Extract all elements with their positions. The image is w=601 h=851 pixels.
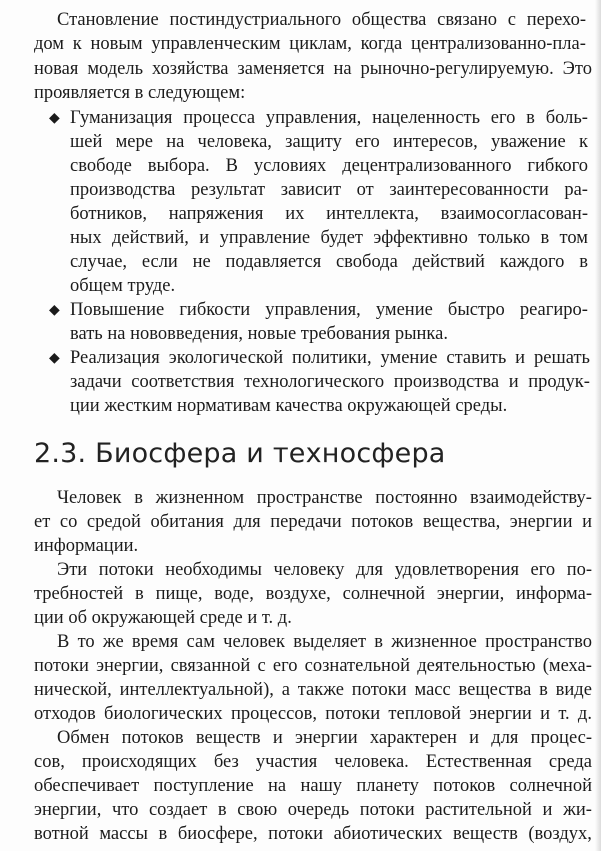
word: к — [578, 132, 588, 152]
word: централизованно-пла- — [410, 34, 586, 54]
word: передачи — [270, 512, 342, 532]
word: требностей — [34, 584, 124, 604]
word: производства — [393, 372, 500, 392]
word: и — [542, 800, 553, 820]
word: том — [559, 228, 588, 248]
word: экологической — [168, 348, 284, 368]
word: гибкого — [527, 156, 588, 176]
word: быстро — [447, 300, 505, 320]
word: постоянно — [375, 488, 458, 508]
word: в — [217, 800, 227, 820]
word: среда — [548, 752, 592, 772]
word: управление — [219, 228, 311, 248]
word: интеллекта, — [326, 204, 419, 224]
text-line: общем труде. — [70, 276, 176, 296]
word: энергии — [509, 512, 573, 532]
word: его — [490, 108, 516, 128]
word: сознательной — [304, 656, 411, 676]
word: нической, — [34, 680, 112, 700]
word: не — [192, 252, 211, 272]
word: заинтересованности — [389, 180, 549, 200]
word: результат — [190, 180, 266, 200]
word: энергии, — [96, 656, 164, 676]
diamond-bullet-icon: ◆ — [49, 350, 60, 366]
word: свою — [237, 800, 278, 820]
word: жизненное — [391, 632, 477, 652]
page-edge-shadow — [595, 0, 601, 851]
word: боль- — [545, 108, 588, 128]
word: и — [272, 728, 283, 748]
word: управления, — [265, 300, 361, 320]
text-line — [70, 346, 590, 370]
word: политики, — [292, 348, 372, 368]
word: Повышение — [70, 300, 165, 320]
word: свободе — [70, 156, 132, 176]
text-line — [57, 558, 592, 582]
text-line — [34, 510, 592, 534]
text-line — [34, 822, 592, 846]
word: человека, — [197, 132, 272, 152]
word: происходящих — [81, 752, 197, 772]
word: условиях — [253, 156, 327, 176]
word: жи- — [563, 800, 592, 820]
word: вещества — [458, 680, 532, 700]
text-line: ции об окружающей среде и т. д. — [34, 608, 292, 628]
word: действий — [412, 252, 485, 272]
word: и — [469, 728, 480, 748]
word: т. — [558, 704, 570, 724]
text-line: вать на нововведения, новые требования рынка. — [70, 324, 448, 344]
word: в — [526, 108, 535, 128]
word: ра- — [564, 180, 588, 200]
text-line — [70, 130, 588, 154]
word: зависит — [280, 180, 342, 200]
word: шей — [70, 132, 103, 152]
text-line: информации. — [34, 536, 139, 556]
word: участия — [255, 752, 318, 772]
word: энергии — [294, 728, 358, 748]
text-line — [34, 678, 592, 702]
word: для — [233, 512, 261, 532]
text-line — [57, 630, 592, 654]
word: реагиро- — [519, 300, 588, 320]
word: его — [355, 132, 380, 152]
word: пространство — [485, 632, 592, 652]
word: нацеленность — [372, 108, 481, 128]
word: веществ — [453, 824, 518, 844]
word: общества — [351, 10, 427, 30]
word: только — [478, 228, 531, 248]
text-line: ции жестким нормативам качества окружающей среды. — [70, 396, 508, 416]
word: потоков — [121, 728, 184, 748]
word: связано — [437, 10, 498, 30]
word: потоки — [351, 680, 407, 700]
word: в — [539, 680, 548, 700]
word: без — [213, 752, 239, 772]
word: гибкости — [179, 300, 251, 320]
word: энергии, — [436, 584, 505, 604]
word: д. — [577, 704, 592, 724]
word: случае, — [70, 252, 128, 272]
word: взаимодейству- — [470, 488, 592, 508]
word: массы — [99, 824, 148, 844]
word: умение — [380, 348, 438, 368]
word: нашу — [300, 776, 343, 796]
word: человек — [223, 632, 285, 652]
word: на — [333, 59, 352, 79]
text-line — [34, 750, 592, 774]
word: для — [491, 728, 519, 748]
word: взаимосогласован- — [440, 204, 588, 224]
word: информа- — [516, 584, 592, 604]
word: новая — [34, 59, 79, 79]
word: также — [297, 680, 344, 700]
word: В — [225, 156, 238, 176]
word: заменяется — [237, 59, 325, 79]
word: в — [374, 632, 384, 652]
text-line — [34, 582, 592, 606]
word: его — [272, 656, 298, 676]
word: интересов, — [392, 132, 478, 152]
text-line — [34, 654, 592, 678]
word: обитания — [150, 512, 224, 532]
word: биосфере, — [177, 824, 258, 844]
word: на — [268, 776, 287, 796]
word: создает — [148, 800, 208, 820]
word: абиотических — [333, 824, 443, 844]
word: с — [257, 656, 266, 676]
word: то — [77, 632, 95, 652]
word: воздухе, — [265, 584, 331, 604]
word: и — [540, 704, 551, 724]
word: на — [166, 132, 185, 152]
text-line — [70, 298, 588, 322]
word: Человек — [57, 488, 122, 508]
text-line — [34, 57, 592, 81]
word: вотной — [34, 824, 89, 844]
text-line — [70, 178, 588, 202]
word: поступление — [153, 776, 254, 796]
word: защиту — [285, 132, 342, 152]
word: уважение — [491, 132, 566, 152]
word: действий, — [111, 228, 189, 248]
word: средой — [86, 512, 141, 532]
word: циклам, — [289, 34, 352, 54]
word: биологических — [104, 704, 223, 724]
word: их — [285, 204, 305, 224]
word: пространстве — [256, 488, 363, 508]
word: решать — [534, 348, 590, 368]
word: каждого — [499, 252, 565, 272]
word: пище, — [155, 584, 203, 604]
word: его — [530, 560, 556, 580]
word: тепловой — [388, 704, 461, 724]
word: обеспечивает — [34, 776, 140, 796]
text-line — [70, 202, 588, 226]
word: что — [111, 800, 139, 820]
word: а — [281, 680, 290, 700]
text-line — [70, 370, 590, 394]
word: со — [59, 512, 78, 532]
word: в — [158, 824, 168, 844]
word: Гуманизация — [70, 108, 173, 128]
word: отходов — [34, 704, 96, 724]
word: ных — [70, 228, 102, 248]
text-line — [57, 8, 586, 32]
word: воде, — [214, 584, 254, 604]
word: напряжения — [168, 204, 264, 224]
word: виде — [555, 680, 592, 700]
word: очередь — [287, 800, 350, 820]
text-line — [70, 226, 588, 250]
text-line — [34, 798, 592, 822]
word: ставить — [446, 348, 507, 368]
word: связанной — [170, 656, 251, 676]
word: и — [508, 372, 519, 392]
word: хозяйства — [151, 59, 229, 79]
section-heading: 2.3. Биосфера и техносфера — [34, 438, 446, 469]
word: продук- — [528, 372, 590, 392]
word: характерен — [369, 728, 457, 748]
diamond-bullet-icon: ◆ — [49, 110, 60, 126]
word: потоки — [268, 824, 324, 844]
word: подавляется — [225, 252, 322, 272]
word: свобода — [335, 252, 398, 272]
word: и — [582, 512, 592, 532]
word: ботников, — [70, 204, 147, 224]
word: выбора. — [147, 156, 210, 176]
text-line — [57, 486, 592, 510]
text-line — [70, 154, 588, 178]
word: (меха- — [542, 656, 592, 676]
word: солнечной — [342, 584, 426, 604]
word: деятельностью — [417, 656, 536, 676]
word: время — [131, 632, 179, 652]
word: к — [72, 34, 82, 54]
word: с — [507, 10, 516, 30]
word: планету — [356, 776, 419, 796]
word: будет — [320, 228, 363, 248]
word: Реализация — [70, 348, 160, 368]
word: для — [355, 560, 384, 580]
word: выделяет — [293, 632, 367, 652]
text-line — [34, 32, 586, 56]
word: задачи — [70, 372, 122, 392]
word: децентрализованного — [342, 156, 512, 176]
word: эффективно — [373, 228, 468, 248]
word: по- — [566, 560, 592, 580]
word: вещества, — [422, 512, 501, 532]
word: модель — [87, 59, 144, 79]
word: Это — [562, 59, 592, 79]
word: новым — [90, 34, 143, 54]
word: процес- — [530, 728, 592, 748]
word: человека. — [334, 752, 409, 772]
word: В — [57, 632, 70, 652]
word: постиндустриального — [169, 10, 342, 30]
word: Естественная — [425, 752, 532, 772]
word: от — [356, 180, 374, 200]
word: ет — [34, 512, 51, 532]
text-line — [57, 726, 592, 750]
word: потоки — [359, 800, 415, 820]
word: человеку — [273, 560, 345, 580]
word: Становление — [57, 10, 159, 30]
word: производства — [70, 180, 176, 200]
word: рыночно-регулируемую. — [360, 59, 554, 79]
word: потоки — [325, 704, 381, 724]
word: и — [515, 348, 526, 368]
word: же — [102, 632, 124, 652]
word: процесса — [183, 108, 256, 128]
word: энергии — [469, 704, 532, 724]
word: когда — [360, 34, 403, 54]
word: сов, — [34, 752, 65, 772]
word: веществ — [195, 728, 261, 748]
word: растительной — [425, 800, 532, 820]
word: в — [134, 488, 143, 508]
word: энергии, — [34, 800, 102, 820]
text-line — [70, 106, 588, 130]
word: потоки — [98, 560, 154, 580]
word: управленческим — [151, 34, 281, 54]
word: солнечной — [509, 776, 592, 796]
word: в — [135, 584, 144, 604]
word: в — [579, 252, 588, 272]
word: (воздух, — [528, 824, 592, 844]
text-line — [34, 702, 592, 726]
word: технологического — [244, 372, 385, 392]
word: интеллектуальной), — [119, 680, 274, 700]
word: и — [199, 228, 210, 248]
word: умение — [375, 300, 433, 320]
word: соответствия — [131, 372, 235, 392]
word: необходимы — [165, 560, 262, 580]
text-line — [34, 774, 592, 798]
word: если — [141, 252, 178, 272]
word: масс — [414, 680, 451, 700]
word: мере — [115, 132, 153, 152]
text-line — [70, 250, 588, 274]
word: потоков — [351, 512, 414, 532]
text-line: проявляется в следующем: — [34, 83, 246, 103]
word: дом — [34, 34, 65, 54]
word: управления, — [265, 108, 362, 128]
word: потоков — [433, 776, 496, 796]
word: в — [540, 228, 550, 248]
word: процессов, — [230, 704, 317, 724]
word: Обмен — [57, 728, 110, 748]
word: Эти — [57, 560, 88, 580]
word: жизненном — [155, 488, 245, 508]
word: удовлетворения — [394, 560, 519, 580]
word: перехо- — [526, 10, 586, 30]
diamond-bullet-icon: ◆ — [49, 302, 60, 318]
word: сам — [186, 632, 215, 652]
word: потоки — [34, 656, 89, 676]
